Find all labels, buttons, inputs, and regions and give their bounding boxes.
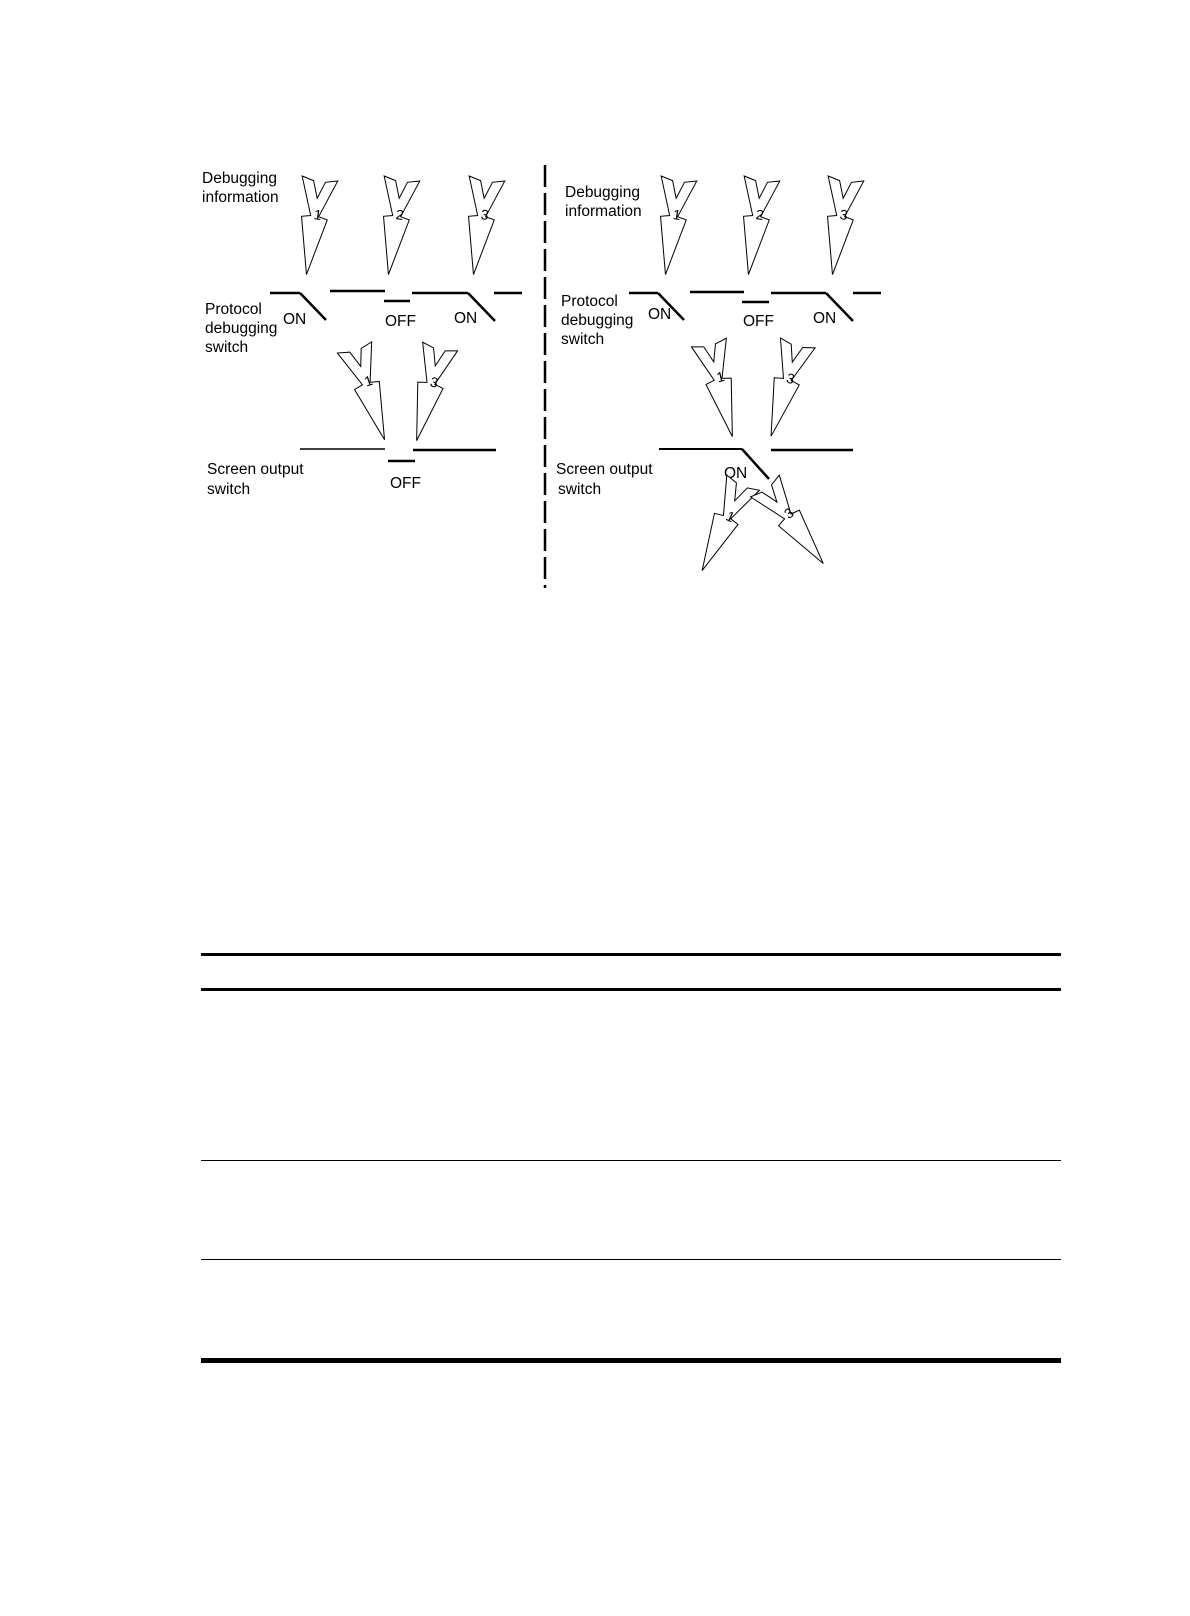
right-panel (556, 176, 881, 578)
left-passed-num-1: 1 (362, 371, 375, 390)
right-protocol-state-2: OFF (743, 313, 774, 330)
left-source-label-line2: information (202, 189, 279, 206)
right-output-arrow-3 (751, 475, 838, 574)
left-info-num-2: 2 (394, 206, 405, 224)
right-screen-label-line2: switch (558, 481, 602, 498)
right-protocol-state-3: ON (813, 310, 837, 327)
right-protocol-label-line2: debugging (561, 312, 634, 329)
left-source-label-line1: Debugging (202, 170, 277, 187)
left-info-num-3: 3 (479, 206, 490, 224)
right-passed-num-3: 3 (784, 369, 797, 388)
right-output-arrow-1 (686, 475, 760, 578)
left-passed-arrow-1 (337, 342, 401, 445)
right-info-num-1: 1 (671, 206, 682, 224)
left-info-arrow-3 (456, 176, 505, 277)
left-protocol-state-1: ON (283, 311, 307, 328)
table-row-divider (201, 1259, 1061, 1260)
right-source-label-line2: information (565, 203, 642, 220)
right-protocol-state-1: ON (648, 306, 672, 323)
left-protocol-state-2: OFF (385, 313, 416, 330)
right-screen-state: ON (724, 465, 748, 482)
right-passed-arrow-1 (691, 338, 749, 441)
right-passed-arrow-3 (754, 338, 815, 441)
right-info-arrow-3 (815, 176, 864, 277)
right-passed-num-1: 1 (714, 368, 727, 386)
left-passed-arrow-3 (399, 342, 457, 445)
left-screen-state: OFF (390, 475, 421, 492)
right-screen-switch (659, 449, 853, 479)
left-panel (202, 170, 522, 498)
left-protocol-label-line3: switch (205, 339, 249, 356)
left-info-num-1: 1 (312, 206, 323, 224)
left-passed-num-3: 3 (428, 373, 440, 391)
table-bottom-rule (201, 1358, 1061, 1363)
right-screen-label-line1: Screen output (556, 461, 653, 478)
left-protocol-label-line2: debugging (205, 320, 278, 337)
debugging-switch-diagram (0, 0, 1190, 620)
right-protocol-label-line3: switch (561, 331, 605, 348)
table-header-rule (201, 988, 1061, 991)
right-protocol-label-line1: Protocol (561, 293, 618, 310)
left-screen-label-line1: Screen output (207, 461, 304, 478)
left-screen-label-line2: switch (207, 481, 251, 498)
left-protocol-state-3: ON (454, 310, 478, 327)
right-info-arrow-1 (648, 176, 697, 277)
table-top-rule (201, 953, 1061, 956)
left-screen-switch (300, 449, 496, 461)
right-source-label-line1: Debugging (565, 184, 640, 201)
left-info-arrow-2 (371, 176, 420, 277)
right-info-num-3: 3 (838, 206, 849, 224)
right-info-arrow-2 (731, 176, 780, 277)
right-output-num-3: 3 (780, 504, 797, 522)
table-row-divider (201, 1160, 1061, 1161)
left-info-arrow-1 (289, 176, 338, 277)
right-output-num-1: 1 (723, 507, 738, 526)
right-info-num-2: 2 (754, 206, 765, 224)
left-protocol-label-line1: Protocol (205, 301, 262, 318)
